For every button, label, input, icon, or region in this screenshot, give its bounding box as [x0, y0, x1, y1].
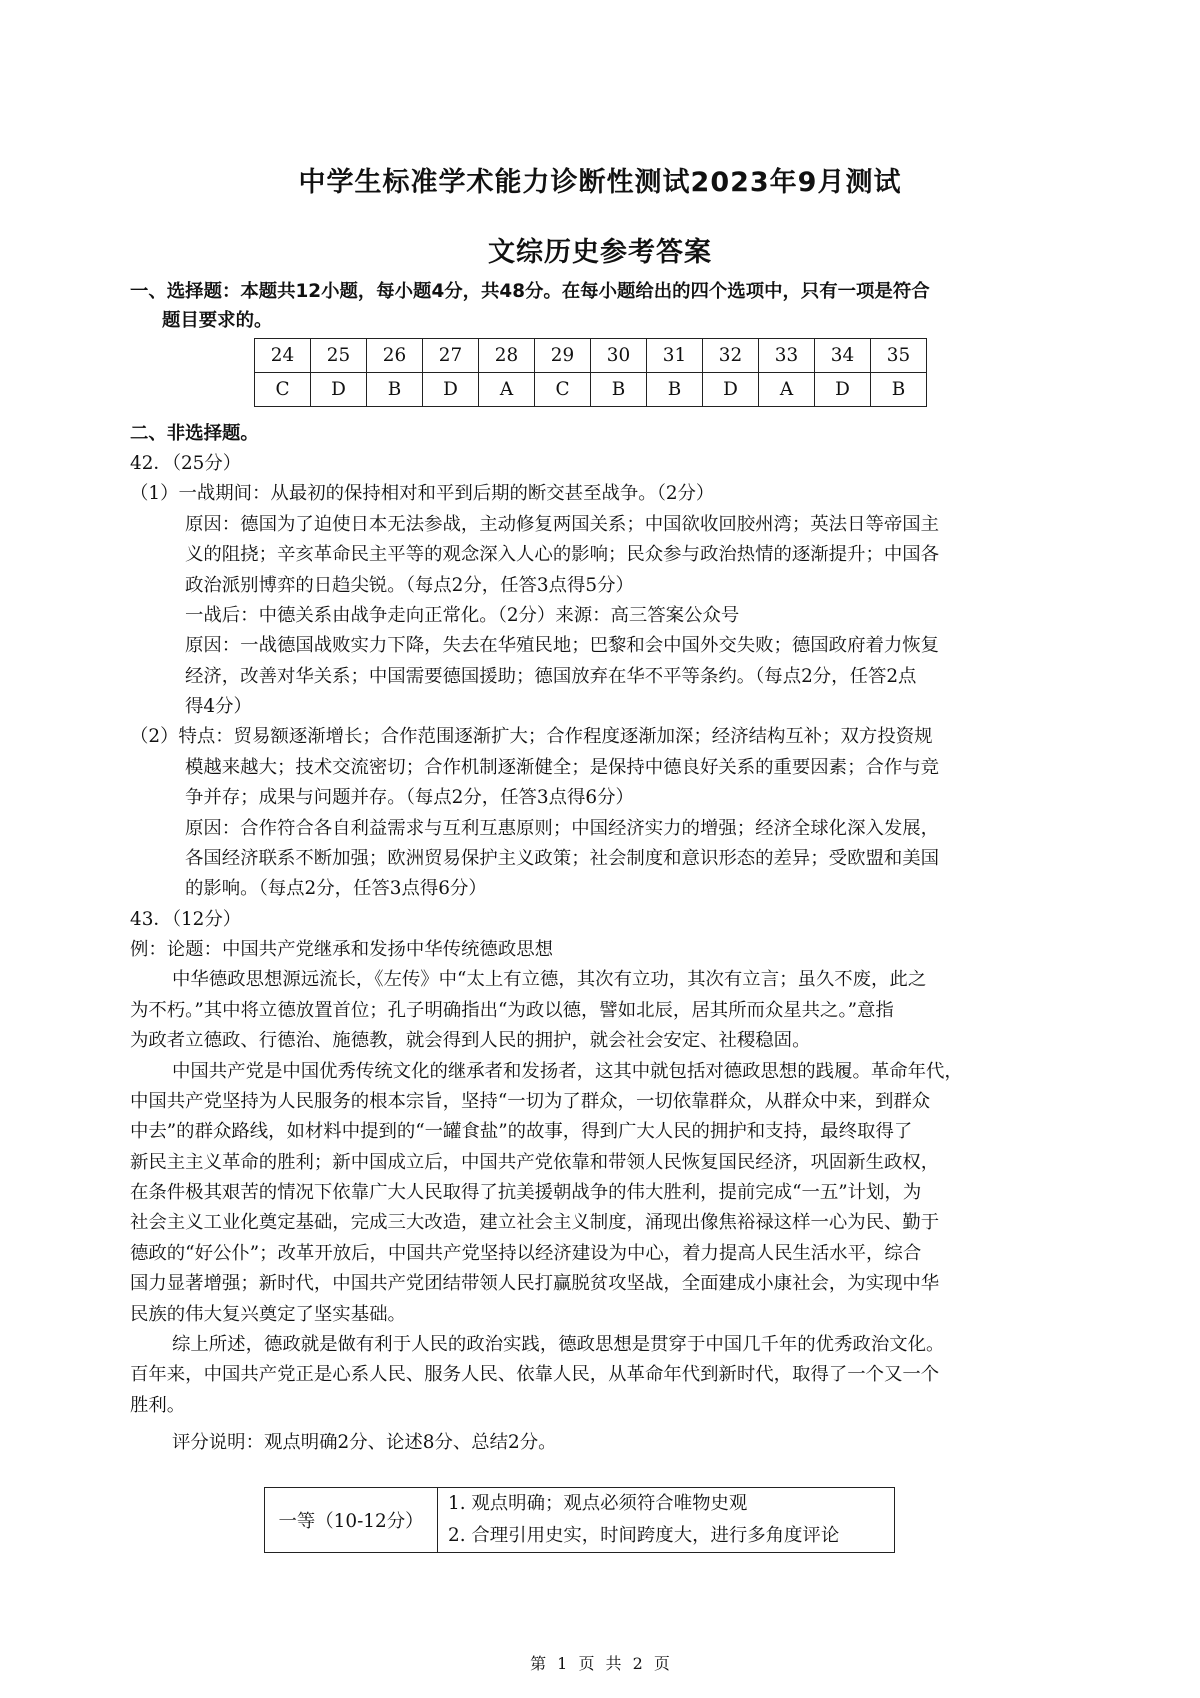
answer-cell: D	[311, 373, 367, 407]
essay-line: 为不朽。”其中将立德放置首位；孔子明确指出“为政以德，譬如北辰，居其所而众星共之。”意指	[130, 1000, 894, 1021]
answer-table-number-row	[255, 339, 927, 373]
essay-line: 民族的伟大复兴奠定了坚实基础。	[130, 1304, 406, 1325]
answer-line: 的影响。（每点2分，任答3点得6分）	[185, 878, 487, 899]
essay-line: 中国共产党是中国优秀传统文化的继承者和发扬者，这其中就包括对德政思想的践履。革命年代，	[172, 1061, 963, 1082]
essay-line: 新民主主义革命的胜利；新中国成立后，中国共产党依靠和带领人民恢复国民经济，巩固新生政权，	[130, 1152, 940, 1173]
answer-line: 经济，改善对华关系；中国需要德国援助；德国放弃在华不平等条约。（每点2分，任答2点	[185, 666, 917, 687]
answer-line: 得4分）	[185, 696, 252, 717]
answer-line: 模越来越大；技术交流密切；合作机制逐渐健全；是保持中德良好关系的重要因素；合作与竞	[185, 757, 940, 778]
question-number-cell: 34	[815, 339, 871, 373]
grading-table	[264, 1487, 895, 1553]
essay-line: 为政者立德政、行德治、施德教，就会得到人民的拥护，就会社会安定、社稷稳固。	[130, 1030, 811, 1051]
answer-table	[254, 338, 927, 407]
question-number-cell: 26	[367, 339, 423, 373]
question-number-cell: 27	[423, 339, 479, 373]
grading-criterion: 2. 合理引用史实，时间跨度大，进行多角度评论	[448, 1525, 840, 1546]
section2-heading: 二、非选择题。	[130, 423, 259, 444]
answer-line: 原因：德国为了迫使日本无法参战，主动修复两国关系；中国欲收回胶州湾；英法日等帝国主	[185, 514, 940, 535]
question-number-cell: 31	[647, 339, 703, 373]
answer-line: 各国经济联系不断加强；欧洲贸易保护主义政策；社会制度和意识形态的差异；受欧盟和美国	[185, 848, 940, 869]
question-number-cell: 35	[871, 339, 927, 373]
answer-cell: A	[479, 373, 535, 407]
essay-line: 中去”的群众路线，如材料中提到的“一罐食盐”的故事，得到广大人民的拥护和支持，最终取得了	[130, 1121, 913, 1142]
grading-criterion: 1. 观点明确；观点必须符合唯物史观	[448, 1493, 748, 1514]
answer-cell: D	[815, 373, 871, 407]
essay-line: 国力显著增强；新时代，中国共产党团结带领人民打赢脱贫攻坚战，全面建成小康社会，为实现中华	[130, 1273, 940, 1294]
question-number-cell: 32	[703, 339, 759, 373]
answer-line: 一战后：中德关系由战争走向正常化。（2分）来源：高三答案公众号	[185, 605, 740, 626]
answer-table-answer-row	[255, 373, 927, 407]
document-title: 中学生标准学术能力诊断性测试2023年9月测试	[298, 167, 902, 198]
question-number-cell: 25	[311, 339, 367, 373]
grading-note: 评分说明：观点明确2分、论述8分、总结2分。	[172, 1432, 557, 1453]
section1-heading-line2: 题目要求的。	[162, 310, 273, 331]
essay-line: 社会主义工业化奠定基础，完成三大改造，建立社会主义制度，涌现出像焦裕禄这样一心为民、勤于	[130, 1212, 940, 1233]
section1-heading-line1: 一、选择题：本题共12小题，每小题4分，共48分。在每小题给出的四个选项中，只有一项是符合	[130, 281, 930, 302]
grading-level: 一等（10-12分）	[265, 1488, 438, 1553]
answer-cell: B	[591, 373, 647, 407]
answer-cell: D	[423, 373, 479, 407]
answer-cell: B	[367, 373, 423, 407]
essay-line: 胜利。	[130, 1395, 186, 1416]
essay-line: 百年来，中国共产党正是心系人民、服务人民、依靠人民，从革命年代到新时代，取得了一个又一个	[130, 1364, 940, 1385]
answer-line: 原因：合作符合各自利益需求与互利互惠原则；中国经济实力的增强；经济全球化深入发展，	[185, 818, 940, 839]
question-number-cell: 29	[535, 339, 591, 373]
answer-cell: B	[647, 373, 703, 407]
essay-line: 中华德政思想源远流长，《左传》中“太上有立德，其次有立功，其次有立言；虽久不废，此之	[172, 969, 927, 990]
document-subtitle: 文综历史参考答案	[488, 237, 712, 268]
grading-row	[265, 1488, 895, 1553]
answer-line: 政治派别博弈的日趋尖锐。（每点2分，任答3点得5分）	[185, 575, 634, 596]
question-number-cell: 33	[759, 339, 815, 373]
question-number-cell: 28	[479, 339, 535, 373]
essay-line: 综上所述，德政就是做有利于人民的政治实践，德政思想是贯穿于中国几千年的优秀政治文化。	[172, 1334, 945, 1355]
question-43-header: 43．（12分）	[130, 909, 242, 930]
answer-cell: D	[703, 373, 759, 407]
answer-line: （1）一战期间：从最初的保持相对和平到后期的断交甚至战争。（2分）	[130, 483, 715, 504]
answer-line: 义的阻挠；辛亥革命民主平等的观念深入人心的影响；民众参与政治热情的逐渐提升；中国各	[185, 544, 940, 565]
essay-line: 中国共产党坚持为人民服务的根本宗旨，坚持“一切为了群众，一切依靠群众，从群众中来，到群众	[130, 1091, 931, 1112]
essay-topic-line: 例：论题：中国共产党继承和发扬中华传统德政思想	[130, 939, 553, 960]
answer-line: （2）特点：贸易额逐渐增长；合作范围逐渐扩大；合作程度逐渐加深；经济结构互补；双方投资规	[130, 726, 933, 747]
essay-line: 德政的“好公仆”；改革开放后，中国共产党坚持以经济建设为中心，着力提高人民生活水平，综合	[130, 1243, 922, 1264]
answer-cell: B	[871, 373, 927, 407]
answer-line: 原因：一战德国战败实力下降，失去在华殖民地；巴黎和会中国外交失败；德国政府着力恢复	[185, 635, 940, 656]
question-number-cell: 24	[255, 339, 311, 373]
answer-cell: C	[255, 373, 311, 407]
answer-cell: C	[535, 373, 591, 407]
page-indicator: 第 1 页 共 2 页	[530, 1654, 670, 1673]
essay-line: 在条件极其艰苦的情况下依靠广大人民取得了抗美援朝战争的伟大胜利，提前完成“一五”计划，为	[130, 1182, 922, 1203]
grading-criteria	[438, 1488, 895, 1553]
answer-cell: A	[759, 373, 815, 407]
answer-line: 争并存；成果与问题并存。（每点2分，任答3点得6分）	[185, 787, 634, 808]
question-42-header: 42．（25分）	[130, 453, 242, 474]
question-number-cell: 30	[591, 339, 647, 373]
